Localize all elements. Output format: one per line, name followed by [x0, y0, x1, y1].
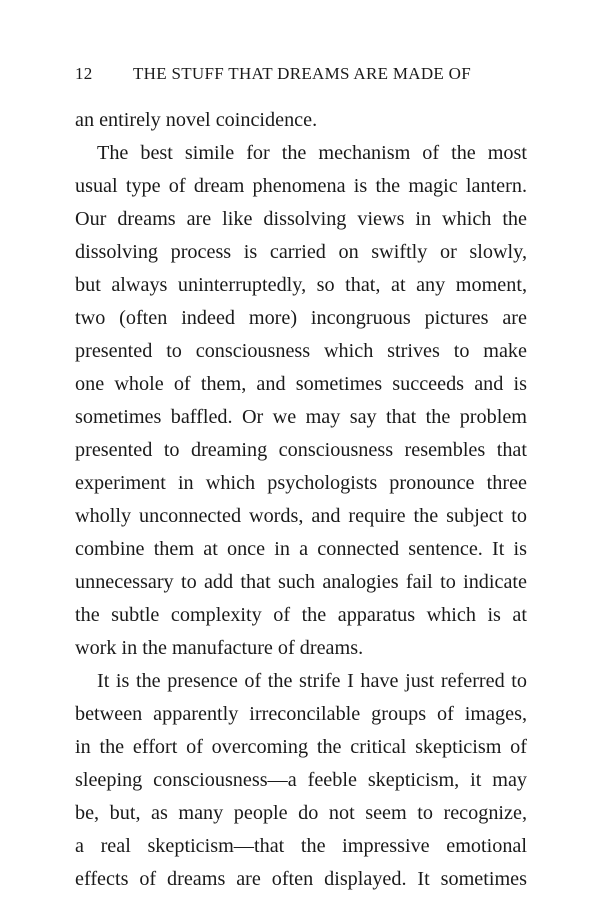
- text-line: presented to consciousness which strives to make: [75, 340, 527, 362]
- text-line: experiment in which psychologists pronounce three: [75, 472, 527, 494]
- text-line: a real skepticism—that the impressive emotional: [75, 835, 527, 857]
- text-line: combine them at once in a connected sentence. It is: [75, 538, 527, 560]
- text-line: sometimes baffled. Or we may say that the problem: [75, 406, 527, 428]
- text-line: between apparently irreconcilable groups of images,: [75, 703, 527, 725]
- text-line: the subtle complexity of the apparatus which is at: [75, 604, 527, 626]
- body-text: [75, 104, 527, 896]
- text-line: but always uninterruptedly, so that, at any moment,: [75, 274, 527, 296]
- running-title: THE STUFF THAT DREAMS ARE MADE OF: [133, 64, 471, 83]
- text-line: sleeping consciousness—a feeble skepticism, it may: [75, 769, 527, 791]
- text-line: The best simile for the mechanism of the most: [97, 142, 527, 164]
- running-header: [75, 64, 535, 84]
- paragraph-2: [75, 137, 527, 665]
- text-line: be, but, as many people do not seem to recognize,: [75, 802, 527, 824]
- text-line: two (often indeed more) incongruous pictures are: [75, 307, 527, 329]
- text-line: It is the presence of the strife I have just referred to: [97, 670, 527, 692]
- text-line: wholly unconnected words, and require the subject to: [75, 505, 527, 527]
- text-line: an entirely novel coincidence.: [75, 109, 318, 131]
- paragraph-1: [75, 104, 527, 137]
- paragraph-3: [75, 665, 527, 896]
- text-line: unnecessary to add that such analogies fail to indicate: [75, 571, 527, 593]
- text-line: dissolving process is carried on swiftly or slowly,: [75, 241, 527, 263]
- text-line: effects of dreams are often displayed. It sometimes: [75, 868, 527, 890]
- text-line: usual type of dream phenomena is the magic lantern.: [75, 175, 527, 197]
- text-line: one whole of them, and sometimes succeeds and is: [75, 373, 527, 395]
- text-line: Our dreams are like dissolving views in which the: [75, 208, 527, 230]
- text-line: in the effort of overcoming the critical skepticism of: [75, 736, 527, 758]
- text-line: presented to dreaming consciousness resembles that: [75, 439, 527, 461]
- page-number: 12: [75, 64, 93, 83]
- text-line: work in the manufacture of dreams.: [75, 637, 364, 659]
